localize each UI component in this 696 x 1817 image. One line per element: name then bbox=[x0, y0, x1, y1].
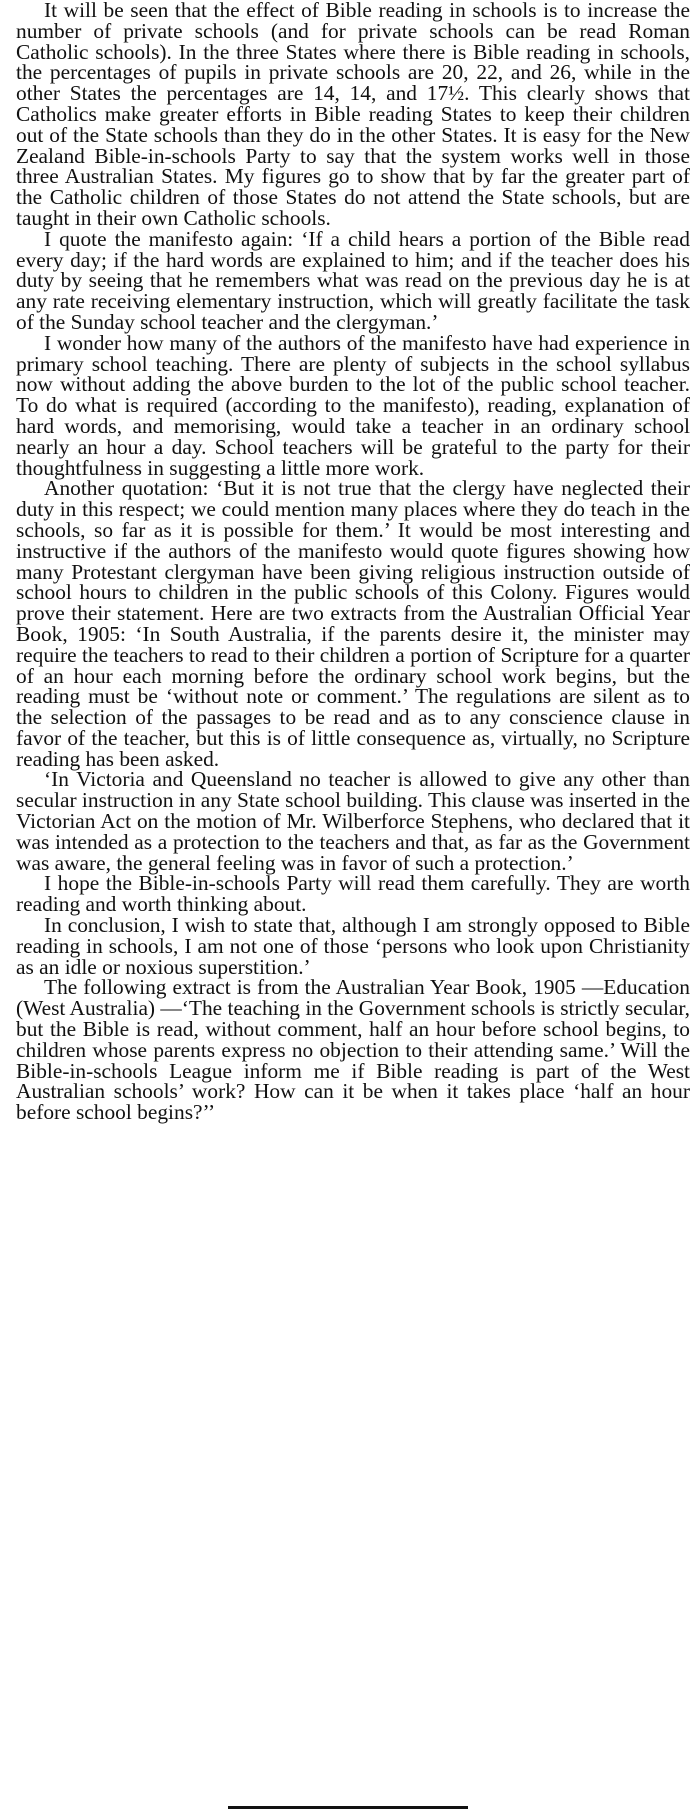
article-paragraph-5: ‘In Victoria and Queensland no teacher is allowed to give any other than secular instruction in any State school building. This clause was inserted in the Victorian Act on the motion of Mr. Wilberforce Stephens, who declared that it was intended as a protection to the teachers and that, as far as the Government was aware, the general feeling was in favor of such a protection.’ bbox=[16, 767, 690, 875]
article-paragraph-4: Another quotation: ‘But it is not true that the clergy have neglected their duty in this respect; we could mention many places where they do teach in the schools, so far as it is possible for them.’ It would be most interesting and instructive if the authors of the manifesto would quote figures showing how many Protestant clergyman have been giving religious instruction outside of school hours to children in the public schools of this Colony. Figures would prove their statement. Here are two extracts from the Australian Official Year Book, 1905: ‘In South Australia, if the parents desire it, the minister may require the teachers to read to their children a portion of Scripture for a quarter of an hour each morning before the ordinary school work begins, but the reading must be ‘without note or comment.’ The regulations are silent as to the selection of the passages to be read and as to any conscience clause in favor of the teacher, but this is of little consequence as, virtually, no Scripture reading has been asked. bbox=[16, 476, 690, 771]
article-paragraph-6: I hope the Bible-in-schools Party will read them carefully. They are worth reading and worth thinking about. bbox=[16, 871, 690, 917]
article-paragraph-3: I wonder how many of the authors of the manifesto have had experience in primary school teaching. There are plenty of subjects in the school syllabus now without adding the above burden to the lot of the public school teacher. To do what is required (according to the manifesto), reading, explanation of hard words, and memorising, would take a teacher in an ordinary school nearly an hour a day. School teachers will be grateful to the party for their thoughtfulness in suggesting a little more work. bbox=[16, 330, 690, 480]
article-paragraph-2: I quote the manifesto again: ‘If a child hears a portion of the Bible read every day; if the hard words are explained to him; and if the teacher does his duty by seeing that he remembers what was read on the previous day he is at any rate receiving elementary instruction, which will greatly facilitate the task of the Sunday school teacher and the clergyman.’ bbox=[16, 226, 690, 334]
article-paragraph-8: The following extract is from the Australian Year Book, 1905 —Education (West Australia) —‘The teaching in the Government schools is strictly secular, but the Bible is read, without comment, half an hour before school begins, to children whose parents express no objection to their attending same.’ Will the Bible-in-schools League inform me if Bible reading is part of the West Australian schools’ work? How can it be when it takes place ‘half an hour before school begins?’’ bbox=[16, 975, 691, 1125]
article-column bbox=[16, 0, 690, 1123]
article-paragraph-7: In conclusion, I wish to state that, although I am strongly opposed to Bible reading in schools, I am not one of those ‘persons who look upon Christianity as an idle or noxious superstition.’ bbox=[16, 913, 690, 979]
article-paragraph-1: It will be seen that the effect of Bible reading in schools is to increase the number of private schools (and for private schools can be read Roman Catholic schools). In the three States where there is Bible reading in schools, the percentages of pupils in private schools are 20, 22, and 26, while in the other States the percentages are 14, 14, and 17½. This clearly shows that Catholics make greater efforts in Bible reading States to keep their children out of the State schools than they do in the other States. It is easy for the New Zealand Bible-in-schools Party to say that the system works well in those three Australian States. My figures go to show that by far the greater part of the Catholic children of those States do not attend the State schools, but are taught in their own Catholic schools. bbox=[16, 0, 690, 230]
end-rule bbox=[228, 1806, 468, 1809]
